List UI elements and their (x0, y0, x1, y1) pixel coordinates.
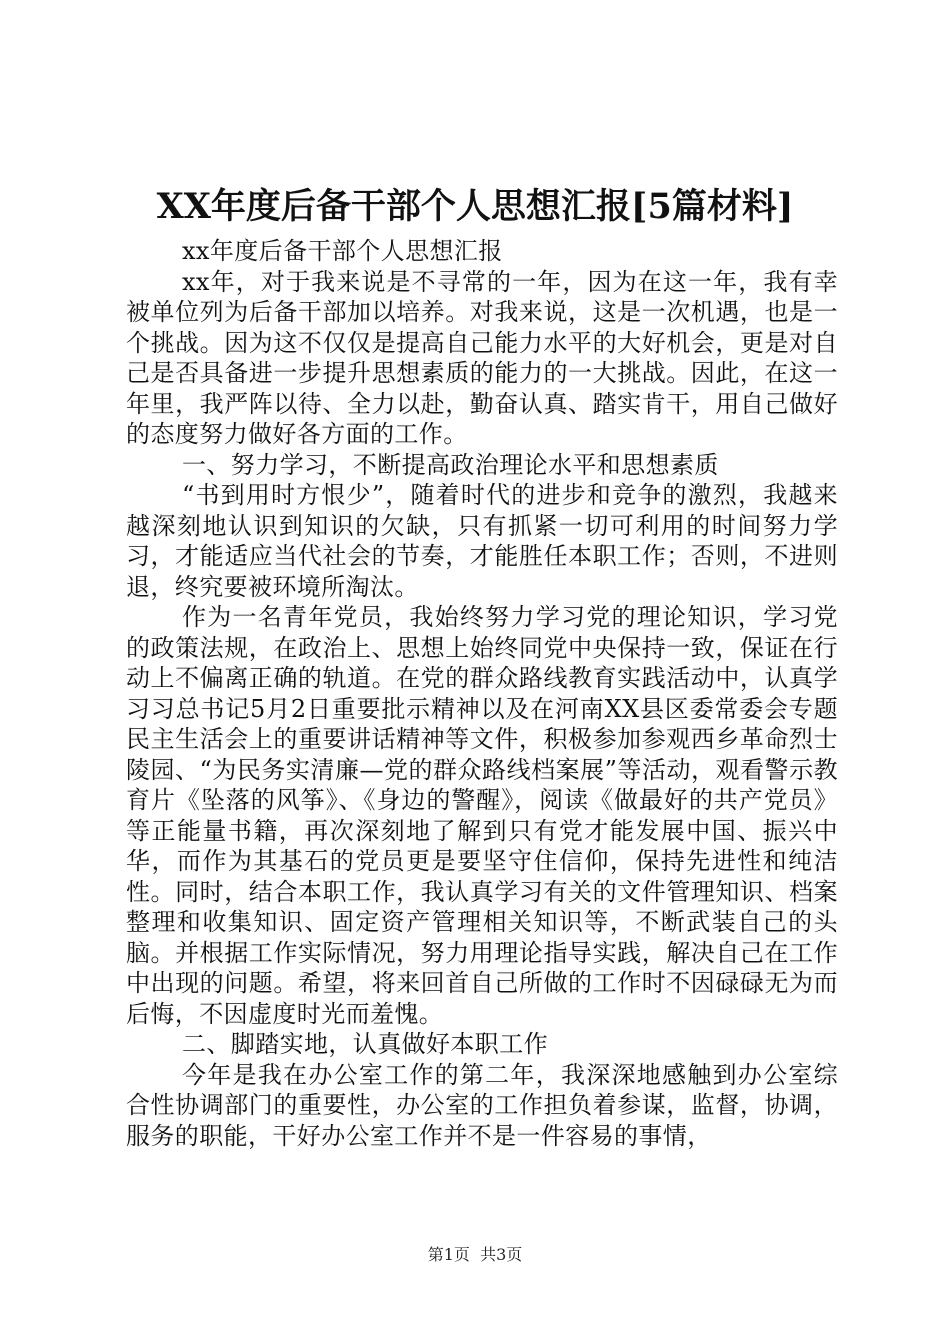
page-total: 共3页 (480, 1245, 523, 1264)
paragraph: 作为一名青年党员，我始终努力学习党的理论知识，学习党的政策法规，在政治上、思想上始终同党中央保持一致，保证在行动上不偏离正确的轨道。在党的群众路线教育实践活动中，认真学习习总书记5月2日重要批示精神以及在河南XX县区委常委会专题民主生活会上的重要讲话精神等文件，积极参加参观西乡革命烈士陵园、“为民务实清廉—党的群众路线档案展”等活动，观看警示教育片《坠落的风筝》、《身边的警醒》，阅读《做最好的共产党员》等正能量书籍，再次深刻地了解到只有党才能发展中国、振兴中华，而作为其基石的党员更是要坚守住信仰，保持先进性和纯洁性。同时，结合本职工作，我认真学习有关的文件管理知识、档案整理和收集知识、固定资产管理相关知识等，不断武装自己的头脑。并根据工作实际情况，努力用理论指导实践，解决自己在工作中出现的问题。希望，将来回首自己所做的工作时不因碌碌无为而后悔，不因虚度时光而羞愧。 (126, 603, 838, 1028)
document-title: XX年度后备干部个人思想汇报[5篇材料] (156, 186, 794, 227)
page-number: 第1页 (427, 1245, 470, 1264)
section-heading-2: 二、脚踏实地，认真做好本职工作 (182, 1030, 548, 1058)
paragraph-intro: xx年，对于我来说是不寻常的一年，因为在这一年，我有幸被单位列为后备干部加以培养。对我来说，这是一次机遇，也是一个挑战。因为这不仅仅是提高自己能力水平的大好机会，更是对自己是否具备进一步提升思想素质的能力的一大挑战。因此，在这一年里，我严阵以待、全力以赴，勤奋认真、踏实肯干，用自己做好的态度努力做好各方面的工作。 (126, 267, 838, 448)
page-footer (0, 1244, 950, 1266)
paragraph: “书到用时方恨少”，随着时代的进步和竞争的激烈，我越来越深刻地认识到知识的欠缺，只有抓紧一切可利用的时间努力学习，才能适应当代社会的节奏，才能胜任本职工作；否则，不进则退，终究要被环境所淘汰。 (126, 481, 838, 601)
paragraph: 今年是我在办公室工作的第二年，我深深地感触到办公室综合性协调部门的重要性，办公室的工作担负着参谋，监督，协调，服务的职能，干好办公室工作并不是一件容易的事情， (126, 1060, 838, 1150)
document-body (126, 236, 838, 1151)
paragraph-subtitle: xx年度后备干部个人思想汇报 (182, 237, 503, 265)
section-heading-1: 一、努力学习，不断提高政治理论水平和思想素质 (182, 450, 719, 479)
